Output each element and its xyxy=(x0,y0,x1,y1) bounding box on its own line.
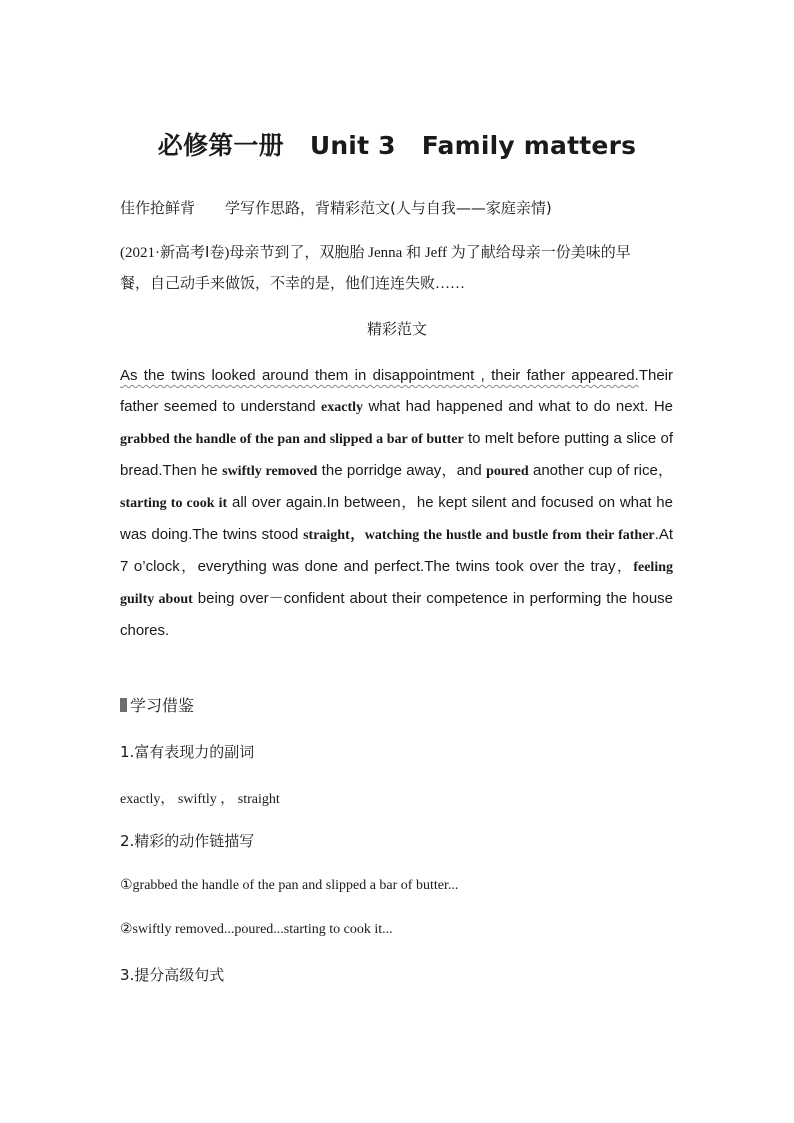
title-name: Family matters xyxy=(421,131,637,160)
title-unit: Unit 3 xyxy=(309,131,396,160)
section-label: 佳作抢鲜背 xyxy=(120,199,196,217)
essay-paragraph xyxy=(120,360,673,646)
section-desc: 学写作思路，背精彩范文(人与自我——家庭亲情) xyxy=(225,199,552,217)
learn-item-2: 2.精彩的动作链描写 xyxy=(120,832,255,850)
essay-sentence-underlined: As the twins looked around them in disappointment , their father appeared. xyxy=(120,367,639,384)
title-cn: 必修第一册 xyxy=(157,131,284,160)
essay-text: what had happened and what to do next. He xyxy=(363,398,674,415)
essay-text: being over－confident about their competence in performing the house chores. xyxy=(120,590,674,639)
learn-heading-text: 学习借鉴 xyxy=(130,696,195,715)
essay-text: Their father seemed to understand xyxy=(120,367,673,415)
section-label-line xyxy=(120,197,552,218)
essay-text: another cup of rice， xyxy=(528,462,673,479)
essay-bold-phrase: poured xyxy=(486,464,529,479)
essay-bold-phrase: feeling guilty about xyxy=(120,560,673,607)
page-title xyxy=(0,126,794,162)
essay-text: the porridge away，and xyxy=(317,462,487,479)
learn-item-3: 3.提分高级句式 xyxy=(120,966,225,984)
essay-bold-phrase: starting to cook it xyxy=(120,496,228,511)
essay-text: to melt before putting a slice of bread.Then he xyxy=(120,430,673,479)
learn-item-1: 1.富有表现力的副词 xyxy=(120,743,255,761)
learn-heading xyxy=(120,693,194,716)
essay-bold-phrase: grabbed the handle of the pan and slipped a bar of butter xyxy=(120,432,464,447)
heading-bar-marker xyxy=(120,698,127,712)
essay-bold-phrase: straight，watching the hustle and bustle from their father xyxy=(303,528,655,543)
learn-item-1-content: exactly， swiftly ， straight xyxy=(120,792,280,807)
learn-item-2-a: ①grabbed the handle of the pan and slipped a bar of butter... xyxy=(120,878,459,893)
essay-heading: 精彩范文 xyxy=(366,320,427,338)
learn-item-2-b: ②swiftly removed...poured...starting to cook it... xyxy=(120,922,393,937)
essay-bold-phrase: swiftly removed xyxy=(222,464,318,479)
intro-line-1: (2021·新高考Ⅰ卷)母亲节到了，双胞胎 Jenna 和 Jeff 为了献给母亲一份美味的早 xyxy=(120,245,631,261)
essay-text: .At 7 o’clock，everything was done and perfect.The twins took over the tray， xyxy=(120,526,673,575)
intro-line-2: 餐，自己动手来做饭，不幸的是，他们连连失败…… xyxy=(120,276,466,292)
essay-bold-phrase: exactly xyxy=(321,400,364,415)
essay-text: all over again.In between，he kept silent and focused on what he was doing.The twins stood xyxy=(120,494,673,543)
